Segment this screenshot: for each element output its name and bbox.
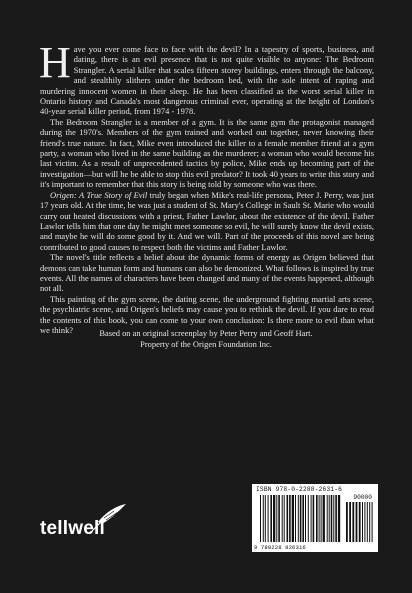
price-code: 90000 <box>353 494 372 501</box>
isbn-text: ISBN 978-0-2288-2631-6 <box>256 486 343 493</box>
synopsis-paragraph-5: This painting of the gym scene, the dating scene, the underground fighting martial arts scene, the psychiatric scene, and Origen's beliefs may cause you to rethink the devil. If you dare to read the contents of this book, you can come to your own conclusion: Is there more to evil than what we think? <box>40 293 374 335</box>
publisher-logo <box>40 504 130 544</box>
synopsis-paragraph-3: Origen: A True Story of Evil truly began when Mike's real-life persona, Peter J. Perry, was just 17 years old. At the time, he was just a student of St. Mary's College in Sault St. Marie who would carry out heated discussions with a priest, Father Lawlor, about the existence of the devil. Father Lawlor tells him that one day he might meet someone so evil, he will surely know the devil exists, and maybe he will do some good by it. And we will. Part of the proceeds of this novel are being contributed to good causes to respect both the victims and Father Lawlor. <box>40 189 374 252</box>
drop-cap-letter: H <box>39 38 71 87</box>
publisher-name: tellwell <box>40 518 105 539</box>
isbn-barcode <box>252 484 378 552</box>
screenplay-credit: Based on an original screenplay by Peter Perry and Geoff Hart. <box>99 328 313 338</box>
synopsis-paragraph-2: The Bedroom Strangler is a member of a gym. It is the same gym the protagonist managed during the 1970's. Members of the gym trained and worked out together, never knowing their friend's true nature. In fact, Mike even introduced the killer to a female member friend at a gym party, a woman who lived in the same building as the murderer; a woman who would become his last victim. As a result of unprecedented tactics by police, Mike ends up becoming part of the investigation—but will he be able to stop this evil predator? It took 40 years to write this story and it's important to remember that this story is being told by someone who was there. <box>40 116 374 190</box>
property-credit: Property of the Origen Foundation Inc. <box>140 338 272 349</box>
synopsis-paragraph-4: The novel's title reflects a belief about the dynamic forms of energy as Origen believed that demons can take human form and humans can also be demonized. What follows is inspired by true events. All the names of characters have been changed and many of the events happened, although not all. <box>40 252 374 294</box>
barcode-digits: 9 780228 826316 <box>254 544 306 551</box>
credits-block <box>0 328 412 349</box>
synopsis-paragraph-1: Have you ever come face to face with the devil? In a tapestry of sports, business, and dating, there is an evil presence that is not quite visible to anyone: The Bedroom Strangler. A serial killer that scales fifteen storey buildings, enters through the balcony, and stealthily slithers under the bedroom bed, with the sole intent of raping and murdering innocent women in their sleep. He has been classified as the worst serial killer in Ontario history and Canada's most dangerous criminal ever, operating at the height of London's 40-year serial killer period, from 1974 - 1978. <box>39 38 374 117</box>
synopsis-text <box>39 38 374 335</box>
book-title-inline: Origen: A True Story of Evil <box>50 189 148 200</box>
barcode-icon <box>252 484 378 552</box>
